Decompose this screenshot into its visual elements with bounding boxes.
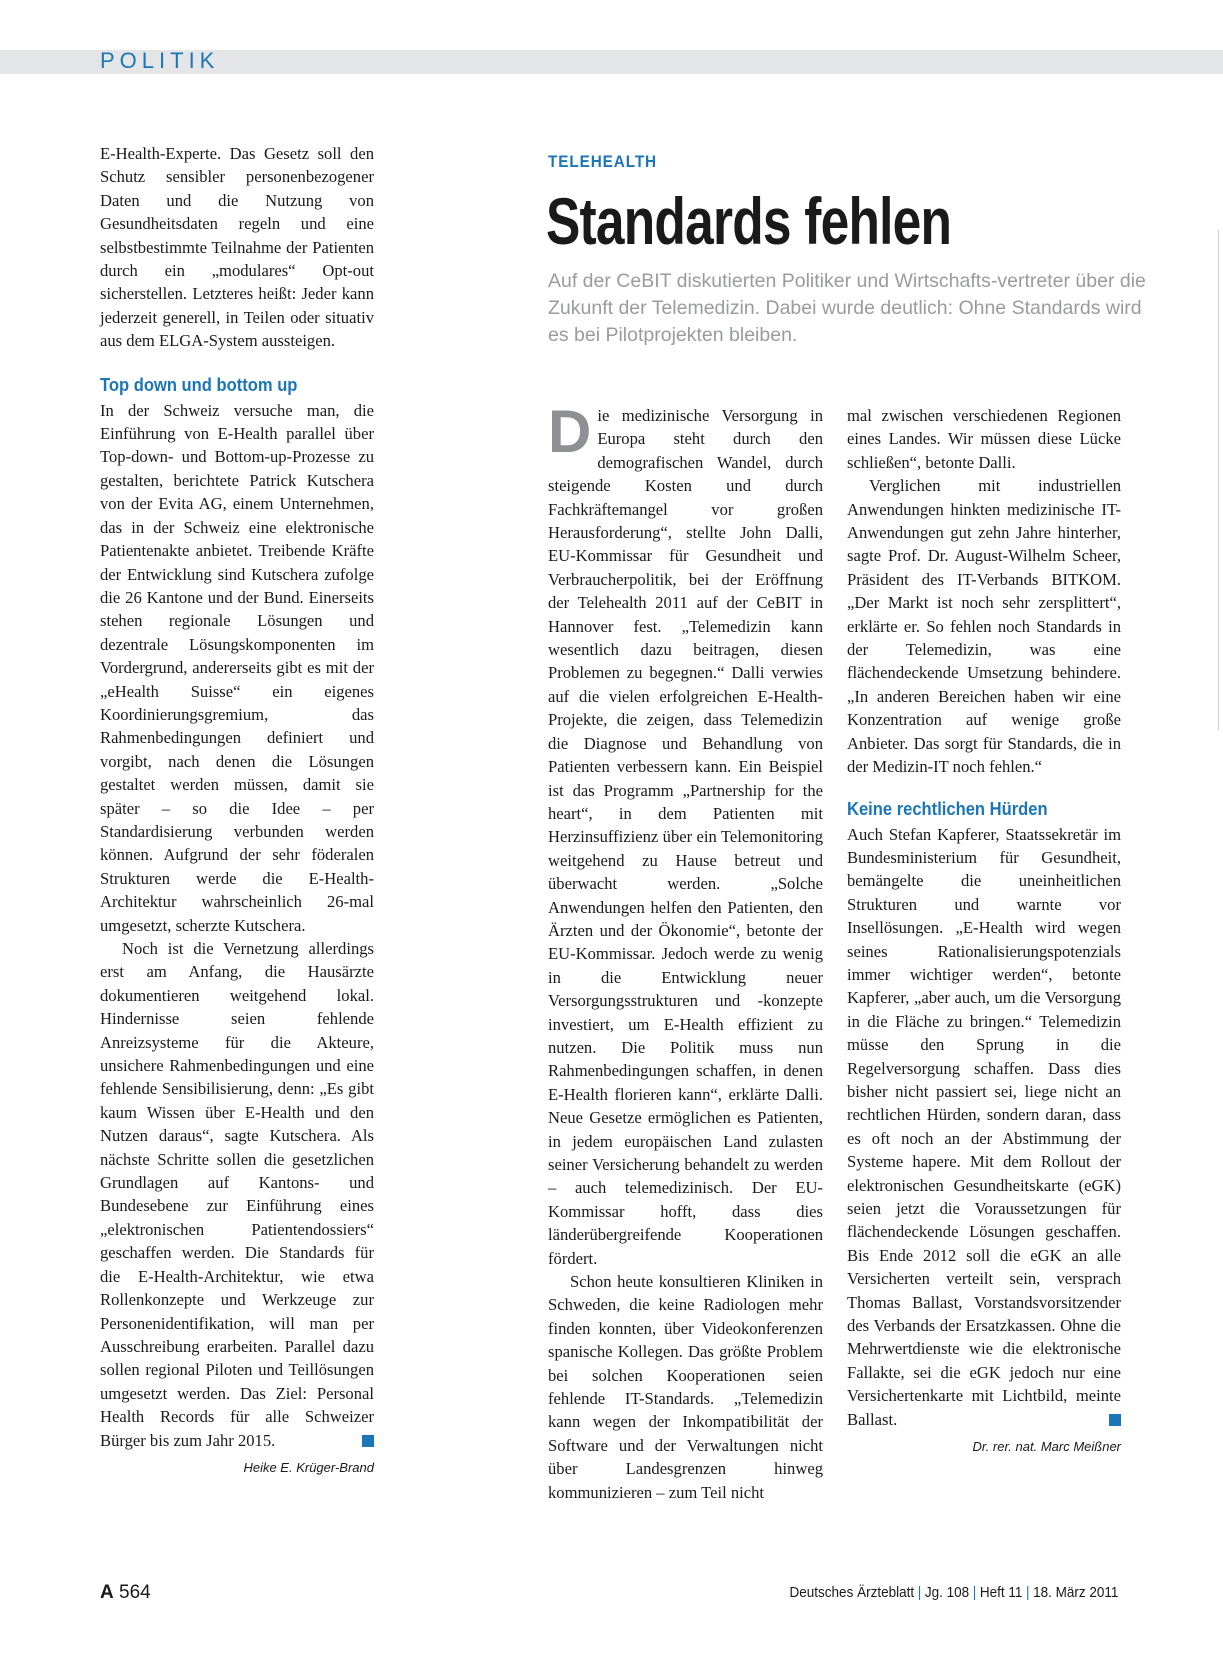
paragraph: E-Health-Experte. Das Gesetz soll den Schutz sensibler personenbezogener Daten und die Nutzung von Gesundheitsdaten regeln und eine selbstbestimmte Teilnahme der Patienten durch ein „modulares“ Opt-out sicherstellen. Letzteres heißt: Jeder kann jederzeit generell, in Teilen oder situativ aus dem ELGA-System aussteigen. bbox=[100, 144, 374, 351]
journal-issue: Heft 11 bbox=[979, 1584, 1022, 1601]
end-mark bbox=[362, 1435, 374, 1447]
author-byline: Dr. rer. nat. Marc Meißner bbox=[972, 1439, 1121, 1455]
journal-info bbox=[789, 1584, 1118, 1601]
article-lead: Auf der CeBIT diskutierten Politiker und Wirtschafts-vertreter über die Zukunft der Telemedizin. Dabei wurde deutlich: Ohne Standards wird es bei Pilotprojekten bleiben. bbox=[548, 270, 1146, 346]
separator: | bbox=[917, 1584, 921, 1601]
subheading-keine-huerden: Keine rechtlichen Hürden bbox=[847, 798, 1048, 819]
paragraph: Auch Stefan Kapferer, Staatssekretär im Bundesministerium für Gesundheit, bemängelte die uneinheitlichen Strukturen und warnte vor Insellösungen. „E-Health wird wegen seines Rationalisierungspotenzials immer wichtiger werden“, betonte Kapferer, „aber auch, um die Versorgung in die Fläche zu bringen.“ Telemedizin müsse den Sprung in die Regelversorgung schaffen. Dass dies bisher nicht passiert sei, liege nicht an rechtlichen Hürden, sondern daran, dass es oft noch an der Abstimmung der Systeme hapere. Mit dem Rollout der elektronischen Gesundheitskarte (eGK) seien jetzt die Voraussetzungen für flächendeckende Lösungen geschaffen. Bis Ende 2012 soll die eGK an alle Versicherten verteilt sein, versprach Thomas Ballast, Vorstandsvorsitzender des Verbands der Ersatzkassen. Ohne die Mehrwertdienste wie die elektronische Fallakte, sei die eGK jedoch nur eine Versichertenkarte mit Lichtbild, meinte Ballast. bbox=[847, 824, 1121, 1429]
separator: | bbox=[1025, 1584, 1030, 1601]
page-edge-line bbox=[1218, 230, 1219, 730]
paragraph: mal zwischen verschiedenen Regionen eines Landes. Wir müssen diese Lücke schließen“, betonte Dalli. bbox=[847, 406, 1121, 472]
page-prefix: A bbox=[100, 1582, 114, 1603]
paragraph: Die medizinische Versorgung in Europa steht durch den demografischen Wandel, durch steigende Kosten und durch Fachkräftemangel vor großen Herausforderung“, stellte John Dalli, EU-Kommissar für Gesundheit und Verbraucherpolitik, bei der Eröffnung der Telehealth 2011 auf der CeBIT in Hannover fest. „Telemedizin kann wesentlich dazu beitragen, diesen Problemen zu begegnen.“ Dalli verwies auf die vielen erfolgreichen E-Health-Projekte, die zeigen, dass Telemedizin die Diagnose und Behandlung von Patienten verbessern kann. Ein Beispiel ist das Programm „Partnership for the heart“, in dem Patienten mit Herzinsuffizienz über ein Telemonitoring weitgehend zu Hause betreut und überwacht werden. „Solche Anwendungen helfen den Patienten, den Ärzten und der Ökonomie“, betonte der EU-Kommissar. Jedoch werde zu wenig in die Entwicklung neuer Versorgungsstrukturen und -konzepte investiert, um E-Health effizient zu nutzen. Die Politik muss nun Rahmenbedingungen schaffen, in denen E-Health florieren kann“, erklärte Dalli. Neue Gesetze ermöglichen es Patienten, in jedem europäischen Land zulasten seiner Versicherung behandelt zu werden – auch telemedizinisch. Der EU-Kommissar hofft, dass dies länderübergreifende Kooperationen fördert. bbox=[548, 398, 823, 1268]
subheading-top-down: Top down und bottom up bbox=[100, 374, 298, 395]
column-right bbox=[847, 404, 1121, 1458]
paragraph: Verglichen mit industriellen Anwendungen hinkten medizinische IT-Anwendungen gut zehn Jahre hinterher, sagte Prof. Dr. August-Wilhelm Scheer, Präsident des IT-Verbands BITKOM. „Der Markt ist noch sehr zersplittert“, erklärte er. So fehlen noch Standards in der Telemedizin, was eine flächendeckende Umsetzung behindere. „In anderen Bereichen haben wir eine Konzentration auf wenige große Anbieter. Das sorgt für Standards, die in der Medizin-IT noch fehlen.“ bbox=[847, 476, 1121, 777]
section-label: POLITIK bbox=[100, 48, 220, 73]
author-byline: Heike E. Krüger-Brand bbox=[243, 1459, 374, 1475]
end-mark bbox=[1109, 1414, 1121, 1426]
article-kicker: TELEHEALTH bbox=[548, 152, 658, 171]
journal-date: 18. März 2011 bbox=[1032, 1584, 1118, 1601]
paragraph: In der Schweiz versuche man, die Einführung von E-Health parallel über Top-down- und Bottom-up-Prozesse zu gestalten, berichtete Patrick Kutschera von der Evita AG, einem Unternehmen, das in der Schweiz eine elektronische Patientenakte anbietet. Treibende Kräfte der Entwicklung sind Kutschera zufolge die 26 Kantone und der Bund. Einerseits stehen regionale Lösungen und dezentrale Lösungskomponenten im Vordergrund, andererseits gibt es mit der „eHealth Suisse“ ein eigenes Koordinierungsgremium, das Rahmenbedingungen definiert und vorgibt, nach denen die Lösungen gestaltet werden müssen, damit sie später – so die Idee – per Standardisierung verbunden werden können. Aufgrund der sehr föderalen Strukturen werde die E-Health-Architektur wahrscheinlich 26-mal umgesetzt, scherzte Kutschera. bbox=[100, 400, 374, 935]
journal-name: Deutsches Ärzteblatt bbox=[789, 1584, 914, 1601]
column-middle bbox=[548, 398, 823, 1504]
column-left bbox=[100, 142, 374, 1479]
article-title: Standards fehlen bbox=[546, 184, 952, 258]
paragraph: Schon heute konsultieren Kliniken in Schweden, die keine Radiologen mehr finden konnten, über Videokonferenzen spanische Kollegen. Das größte Problem bei solchen Kooperationen seien fehlende IT-Standards. „Telemedizin kann wegen der Inkompatibilität der Software und der Verwaltungen nicht über Landesgrenzen hinweg kommunizieren – zum Teil nicht bbox=[548, 1272, 823, 1502]
journal-volume: Jg. 108 bbox=[924, 1584, 969, 1601]
page-number-value: 564 bbox=[119, 1582, 151, 1603]
paragraph: Noch ist die Vernetzung allerdings erst am Anfang, die Hausärzte dokumentieren weitgehend lokal. Hindernisse seien fehlende Anreizsysteme für die Akteure, unsichere Rahmenbedingungen und eine fehlende Sensibilisierung, denn: „Es gibt kaum Wissen über E-Health und den Nutzen daraus“, sagte Kutschera. Als nächste Schritte sollen die gesetzlichen Grundlagen auf Kantons- und Bundesebene zur Einführung eines „elektronischen Patientendossiers“ geschaffen werden. Die Standards für die E-Health-Architektur, wie etwa Rollenkonzepte und Werkzeuge zur Personenidentifikation, will man per Ausschreibung erarbeiten. Parallel dazu sollen regional Piloten und Teillösungen umgesetzt werden. Das Ziel: Personal Health Records für alle Schweizer Bürger bis zum Jahr 2015. bbox=[100, 939, 374, 1450]
drop-cap: D bbox=[548, 398, 592, 465]
page-number bbox=[100, 1582, 151, 1604]
separator: | bbox=[972, 1584, 976, 1601]
